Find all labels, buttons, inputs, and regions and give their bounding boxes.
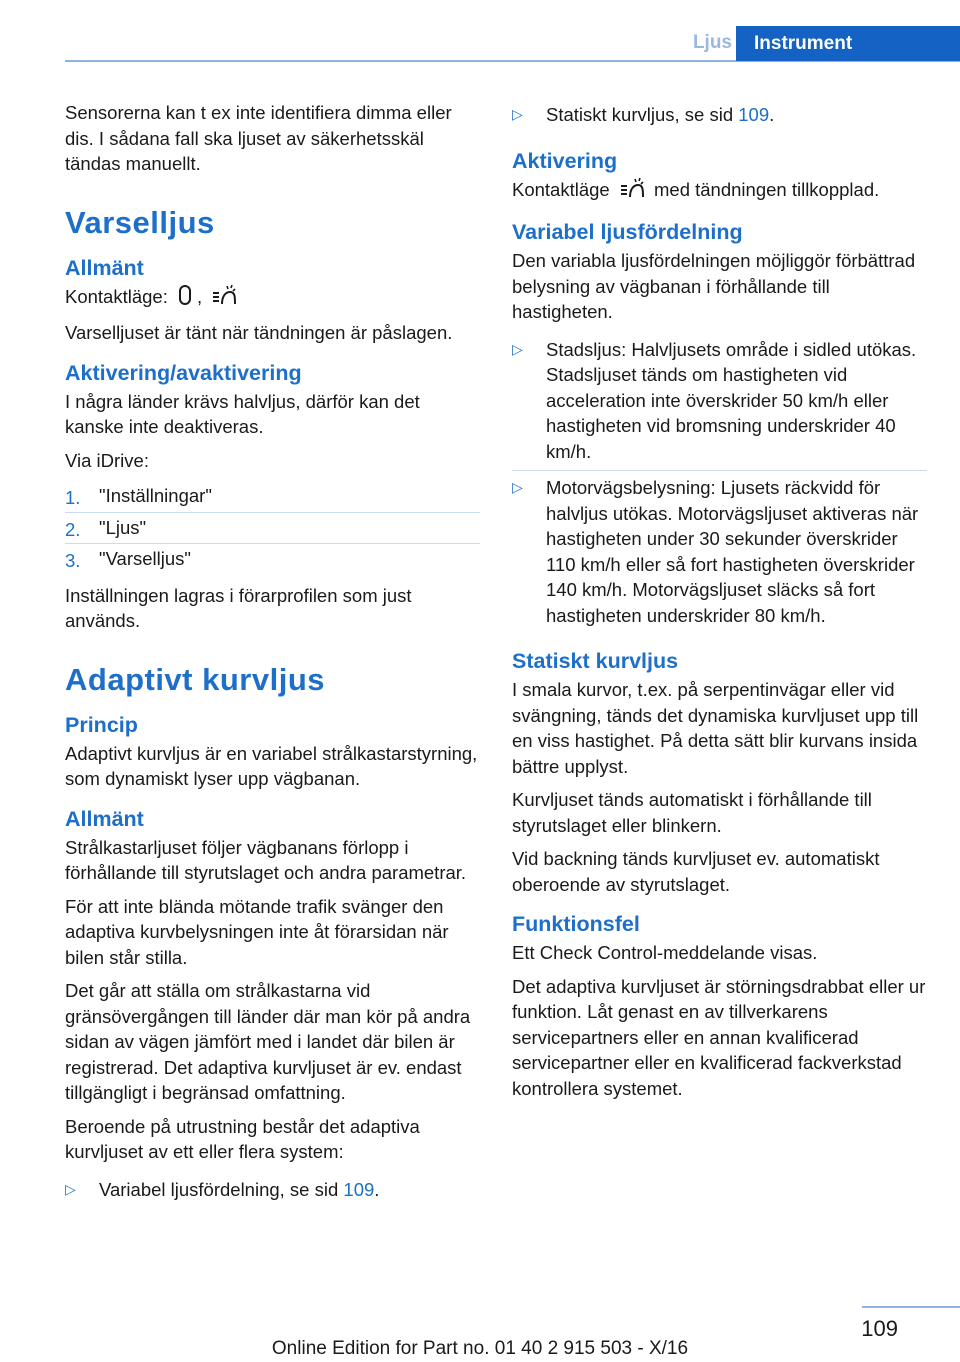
allmant-heading-2: Allmänt [65, 806, 144, 831]
aktivering-heading: Aktivering [512, 148, 618, 173]
variabel-list [512, 333, 927, 635]
adaptivt-kurvljus-heading: Adaptivt kurvljus [65, 661, 325, 697]
kontakt-post: med tändningen tillkopplad. [654, 178, 880, 200]
allmant-paragraph-3: Det går att ställa om strålkastarna vid gränsövergången till länder där man kör på andra sidan av vägen jämfört med i landet där bilen är registrerad. Det adaptiva kurvljuset är ev. endast tillgängligt i begränsad omfattning. [65, 980, 471, 1103]
list-item [512, 100, 927, 134]
right-column [512, 100, 927, 1109]
bullet-end: . [374, 1178, 380, 1200]
via-idrive-paragraph: Via iDrive: [65, 449, 149, 471]
aktivering-kontakt-line [512, 177, 927, 206]
step-text: "Varselljus" [99, 548, 191, 569]
list-item [65, 1173, 480, 1209]
saved-paragraph: Inställningen lagras i förarprofilen som just används. [65, 584, 412, 631]
idrive-steps-list [65, 481, 480, 575]
triangle-bullet-icon: ▷ [512, 340, 523, 357]
statiskt-paragraph-1: I smala kurvor, t.ex. på serpentinvägar eller vid svängning, tänds det dynamiska kurvljuset upp till en viss hastighet. På detta sätt blir kurvans insida bättre upplyst. [512, 679, 919, 777]
funktionsfel-paragraph-2: Det adaptiva kurvljuset är störningsdrabbat eller ur funktion. Låt genast en av tillverkarens servicepartners eller en annan kvalificerad servicepartner eller en kvalificerad fackverkstad kontrollera systemet. [512, 975, 926, 1099]
step-number: 2. [65, 518, 81, 540]
footer-edition: Online Edition for Part no. 01 40 2 915 503 - X/16 [271, 1338, 689, 1359]
step-number: 3. [65, 550, 81, 571]
bullet-text: Stadsljus: Halvljusets område i sidled utökas. Stadsljuset tänds om hastigheten vid acceleration inte överskrider 50 km/h eller hastigheten vid bromsning underskrider 40 km/h. [546, 338, 917, 462]
step-item [65, 481, 480, 513]
aktivering-avaktivering-heading: Aktivering/avaktivering [65, 360, 302, 385]
step-item [65, 544, 480, 575]
kontakt-pre: Kontaktläge [512, 178, 610, 200]
ignition-on-icon [619, 177, 645, 206]
funktionsfel-heading: Funktionsfel [512, 912, 640, 936]
allmant-paragraph-4: Beroende på utrustning består det adaptiva kurvljuset av ett eller flera system: [65, 1115, 420, 1162]
page-link-109[interactable]: 109 [343, 1178, 375, 1200]
ignition-on-icon [211, 284, 237, 313]
step-text: "Inställningar" [99, 485, 212, 506]
intro-paragraph: Sensorerna kan t ex inte identifiera dimma eller dis. I sådana fall ska ljuset av säkerhetsskäl tändas manuellt. [65, 102, 452, 174]
page-link-109[interactable]: 109 [738, 104, 770, 125]
princip-heading: Princip [65, 712, 138, 737]
kontaktlage-separator: , [197, 285, 203, 307]
list-item [512, 333, 927, 472]
bullet-text: Statiskt kurvljus, se sid [546, 104, 739, 125]
allmant-heading: Allmänt [65, 255, 144, 280]
statiskt-paragraph-2: Kurvljuset tänds automatiskt i förhållande till styrutslaget eller blinkern. [512, 789, 872, 836]
kontaktlage-label: Kontaktläge: [65, 285, 168, 307]
step-text: "Ljus" [99, 516, 147, 538]
list-item [512, 471, 927, 634]
princip-paragraph: Adaptivt kurvljus är en variabel strålkastarstyrning, som dynamiskt lyser upp vägbanan. [65, 742, 478, 789]
variabel-paragraph: Den variabla ljusfördelningen möjliggör förbättrad belysning av vägbanan i förhållande till hastigheten. [512, 250, 916, 322]
allmant-paragraph-2: För att inte blända mötande trafik svänger den adaptiva kurvbelysningen inte åt förarsidan när bilen står stilla. [65, 895, 449, 968]
step-number: 1. [65, 487, 81, 508]
step-item [65, 513, 480, 545]
bullet-text: Variabel ljusfördelning, se sid [99, 1178, 344, 1200]
aktivering-paragraph: I några länder krävs halvljus, därför kan det kanske inte deaktiveras. [65, 390, 420, 437]
triangle-bullet-icon: ▷ [65, 1180, 76, 1197]
page-number: 109 [861, 1316, 898, 1341]
bullet-end: . [769, 104, 775, 125]
statiskt-kurvljus-heading: Statiskt kurvljus [512, 649, 679, 673]
header-chapter-instrument[interactable]: Instrument [736, 26, 960, 61]
triangle-bullet-icon: ▷ [512, 106, 523, 122]
varselljus-paragraph: Varselljuset är tänt när tändningen är påslagen. [65, 322, 453, 343]
varselljus-heading: Varselljus [65, 204, 215, 240]
header-section-ljus[interactable]: Ljus [692, 32, 732, 53]
triangle-bullet-icon: ▷ [512, 479, 523, 495]
left-column [65, 100, 480, 1216]
systems-list [65, 1173, 480, 1209]
bullet-text: Motorvägsbelysning: Ljusets räckvidd för halvljus utökas. Motorvägsljuset aktiveras när hastigheten under 30 sekunder överskrider 110 km/h eller så fort hastigheten överskrider 140 km/h. Motorvägsljuset släcks så fort hastigheten underskrider 80 km/h. [546, 477, 919, 626]
footer-rule [862, 1306, 960, 1308]
allmant-paragraph-1: Strålkastarljuset följer vägbanans förlopp i förhållande till styrutslaget och andra parametrar. [65, 836, 467, 883]
kontaktlage-line [65, 284, 480, 313]
radio-ready-icon [177, 284, 193, 313]
funktionsfel-paragraph-1: Ett Check Control-meddelande visas. [512, 942, 818, 963]
systems-list-continued [512, 100, 927, 134]
statiskt-paragraph-3: Vid backning tänds kurvljuset ev. automatiskt oberoende av styrutslaget. [512, 848, 880, 895]
variabel-ljusfordelning-heading: Variabel ljusfördelning [512, 220, 743, 244]
